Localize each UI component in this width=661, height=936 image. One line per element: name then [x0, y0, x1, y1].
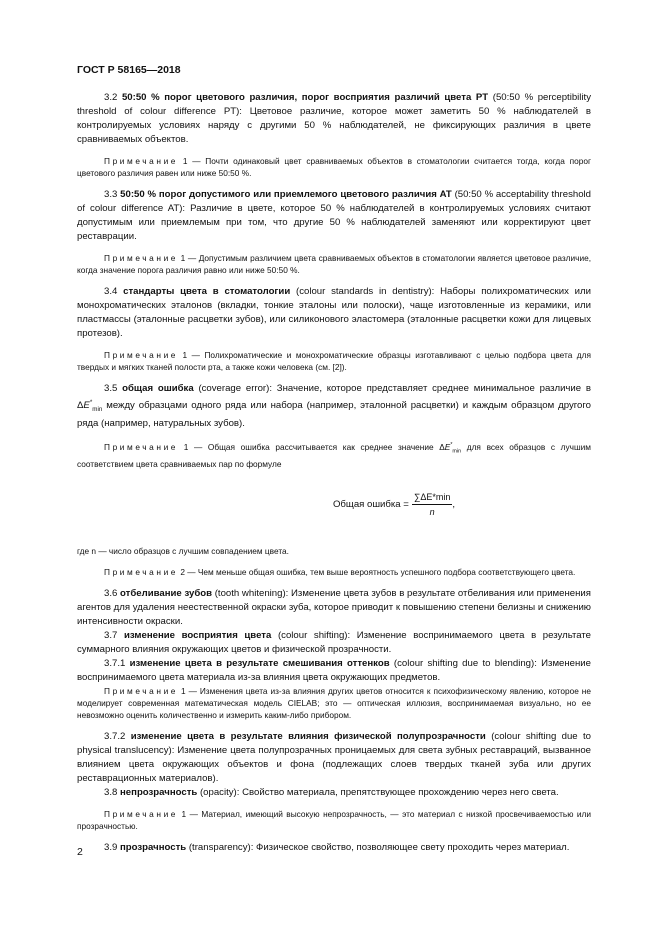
term-title: непрозрачность	[120, 786, 198, 798]
note-3-5: Примечание 1 — Общая ошибка рассчитывается как среднее значение $\Delta E^*_{min}$ для всех образцов с лучшим соответствием цвета сравниваемых пар по формуле	[77, 441, 591, 469]
document-body	[77, 91, 591, 863]
coverage-error-formula: Общая ошибка = $\frac{\sum\Delta E*\min}{n}$ ,	[332, 491, 456, 517]
note-3-5-2: Примечание 2 — Чем меньше общая ошибка, тем выше вероятность успешного подбора соответствующего цвета.	[104, 566, 576, 577]
document-header: ГОСТ Р 58165—2018	[77, 64, 181, 76]
formula-lhs: Общая ошибка =	[332, 498, 409, 510]
term-3-4: 3.4 стандарты цвета в стоматологии (colour standards in dentistry): Наборы полихроматических или монохроматических эталонов (вкладки, тонкие эталоны или полоски), чаще изготовленные из керамики, или пластмассы (эталонные расцветки зубов), или силиконового эластомера (эталонные расцветки кожи для лицевых протезов).	[77, 286, 591, 339]
term-title: изменение восприятия цвета	[123, 629, 272, 641]
term-3-7-1: 3.7.1 изменение цвета в результате смешивания оттенков (colour shifting due to blending): Изменение воспринимаемого цвета материала из-за влияния цвета окружающих предметов.	[77, 657, 591, 683]
term-3-3: 3.3 50:50 % порог допустимого или приемлемого цветового различия AT (50:50 % acceptability threshold of colour difference AT): Различие в цвете, которое 50 % наблюдателей в контролируемых условиях считают допустимым или приемлемым при том, что другие 50 % наблюдателей заменяют или корректируют цвет реставрации.	[77, 189, 592, 242]
note-3-2: Примечание 1 — Почти одинаковый цвет сравниваемых объектов в стоматологии считается тогда, когда порог цветового различия равен или ниже 50:50 %.	[77, 156, 591, 178]
term-title: 50:50 % порог допустимого или приемлемого цветового различия AT	[120, 189, 452, 200]
term-3-8: 3.8 непрозрачность (opacity): Свойство материала, препятствующее прохождению через него света.	[104, 786, 559, 798]
formula-denominator: n	[429, 506, 435, 517]
note-3-4: Примечание 1 — Полихроматические и монохроматические образцы изготавливают с целью подбора цвета для твердых и мягких тканей полости рта, а также кожи человека (см. [2]).	[77, 350, 591, 372]
term-title: отбеливание зубов	[120, 587, 212, 599]
term-title: изменение цвета в результате влияния физической полупрозрачности	[130, 730, 486, 742]
formula-fraction	[412, 492, 452, 517]
term-3-5: 3.5 общая ошибка (coverage error): Значение, которое представляет среднее минимальное различие в $\Delta E^*_{min}$ между образцами одного ряда или набора (например, эталонной расцветки) и каждым образцом другого ряда (например, натуральных зубов).	[77, 383, 591, 430]
term-title: общая ошибка	[122, 383, 194, 394]
page-number: 2	[77, 846, 83, 858]
term-3-7: 3.7 изменение восприятия цвета (colour shifting): Изменение воспринимаемого цвета в результате суммарного влияния окружающих цветов и физической прозрачности.	[77, 629, 592, 655]
term-3-6: 3.6 отбеливание зубов (tooth whitening): Изменение цвета зубов в результате отбеливания или применения агентов для удаления неестественной окраски зуба, которое приводит к повышению степени белизны и снижению интенсивности окраски.	[77, 587, 591, 627]
where-clause: где n — число образцов с лучшим совпадением цвета.	[77, 545, 289, 556]
term-title: стандарты цвета в стоматологии	[123, 286, 291, 297]
term-3-9: 3.9 прозрачность (transparency): Физическое свойство, позволяющее свету проходить через материал.	[104, 841, 570, 853]
term-3-7-2: 3.7.2 изменение цвета в результате влияния физической полупрозрачности (colour shifting due to physical translucency): Изменение цвета полупрозрачных проницаемых для света зубных реставраций, вызванное влиянием цвета окружающих объектов и фона (подлежащих слоев твердых тканей зуба или других реставрационных материалов).	[77, 730, 591, 784]
term-title: 50:50 % порог цветового различия, порог восприятия различий цвета PT	[121, 92, 489, 103]
note-3-8: Примечание 1 — Материал, имеющий высокую непрозрачность, — это материал с низкой просвечиваемостью или прозрачностью.	[77, 808, 591, 831]
note-3-7-1: Примечание 1 — Изменения цвета из-за влияния других цветов относится к психофизическому явлению, которое не моделирует современная математическая модель CIELAB; это — оптическая иллюзия, воспринимаемая визуально, но ее невозможно оценить количественно и измерить каким-либо прибором.	[77, 685, 591, 720]
term-title: прозрачность	[120, 841, 187, 853]
term-3-2: 3.2 50:50 % порог цветового различия, порог восприятия различий цвета PT (50:50 % perceptibility threshold of colour difference PT): Цветовое различие, которое может заметить 50 % наблюдателей в контролируемых условиях наряду с другими 50 % наблюдателей, не фиксирующих различия в цвете сравниваемых объектов.	[77, 92, 592, 145]
note-3-3: Примечание 1 — Допустимым различием цвета сравниваемых объектов в стоматологии является цветовое различие, когда значение порога различия равно или ниже 50:50 %.	[77, 253, 591, 275]
formula-numerator: ∑ΔE*min	[412, 492, 452, 505]
term-title: изменение цвета в результате смешивания оттенков	[129, 657, 390, 669]
